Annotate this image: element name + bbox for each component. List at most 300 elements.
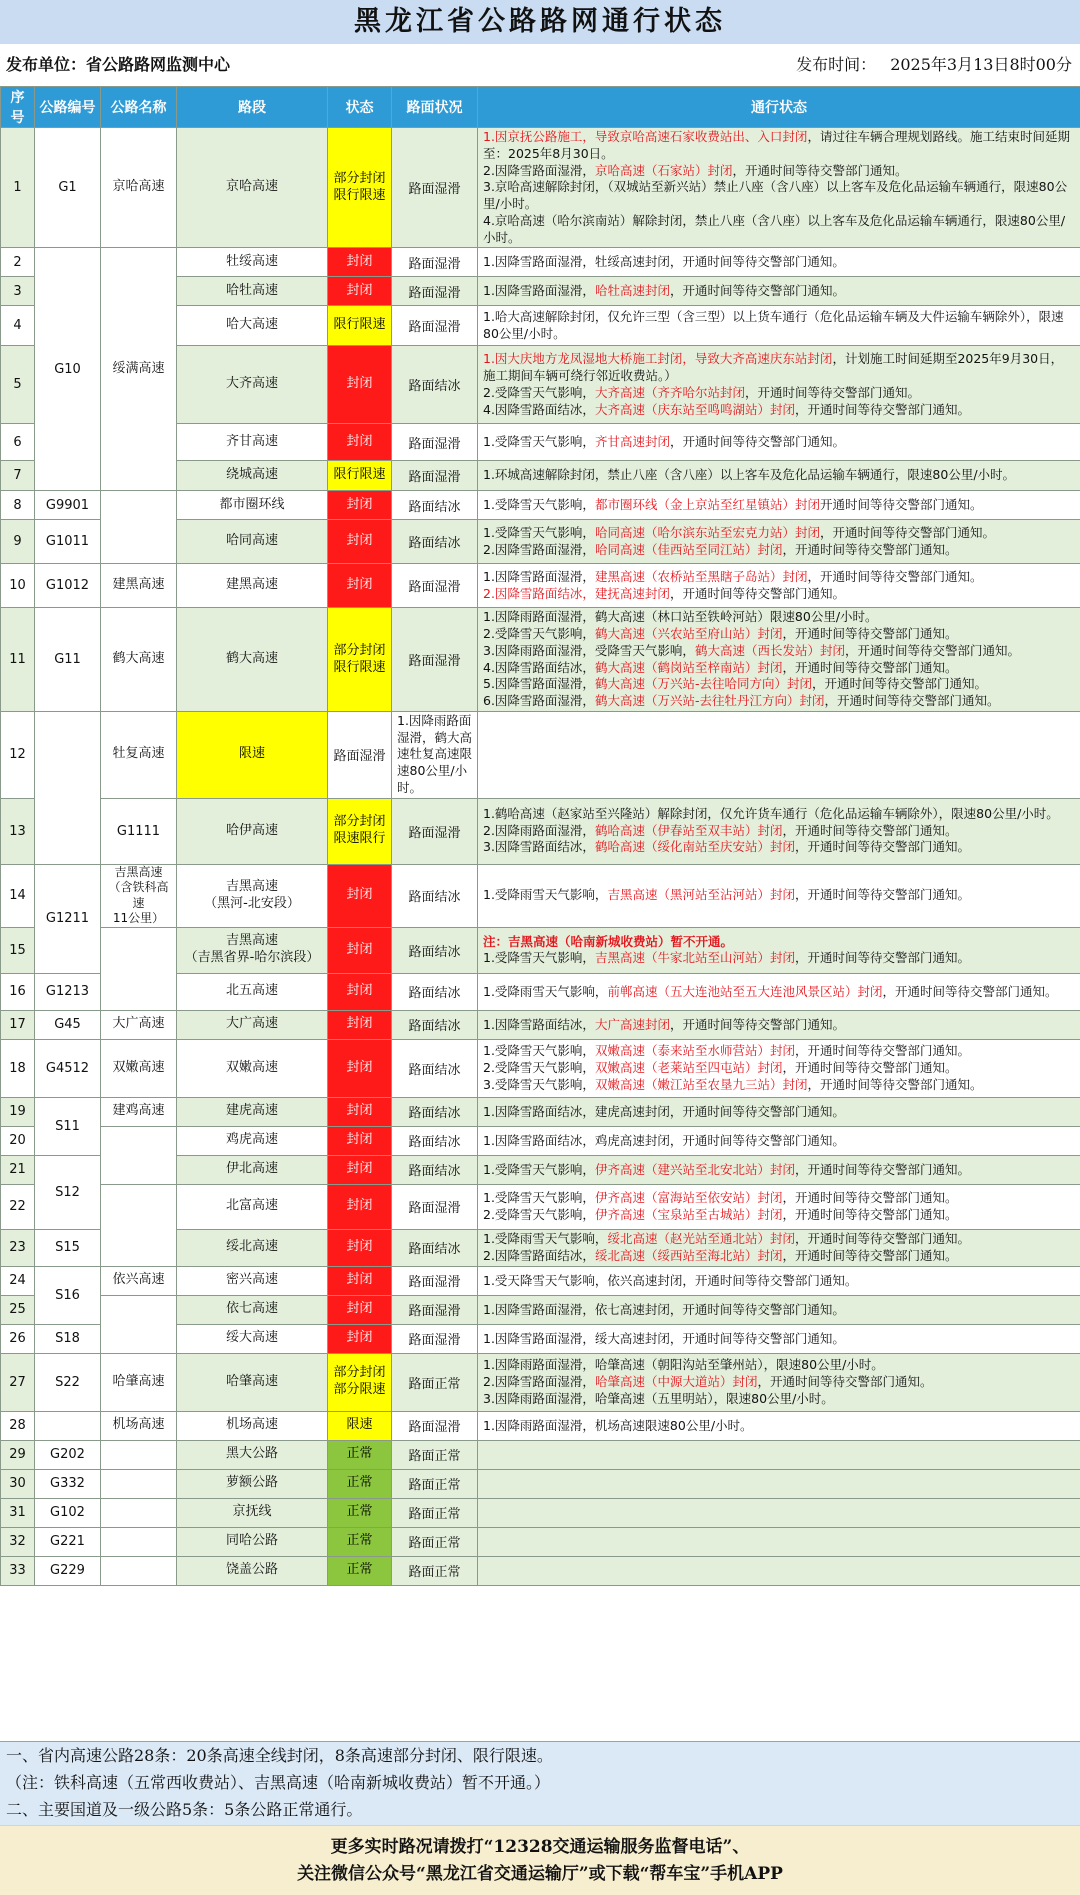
highlight-text: 鹤大高速（鹤岗站至梓南站）封闭 (594, 659, 783, 675)
road-code: G1111 (101, 798, 177, 864)
status-text: 1.因降雪路面结冰，建虎高速封闭，开通时间等待交警部门通知。 (483, 1103, 845, 1119)
traffic-status (478, 1498, 1080, 1527)
status-text: 1.因降雪路面结冰， (483, 1016, 595, 1032)
traffic-status (478, 1039, 1080, 1097)
status-text: 2.受降雪天气影响， (483, 626, 595, 641)
table-row (1, 1498, 1080, 1527)
road-name: 建黑高速 (101, 564, 177, 608)
row-number: 29 (1, 1440, 35, 1469)
status-text: 1.因降雪路面湿滑，绥大高速封闭，开通时间等待交警部门通知。 (483, 1330, 845, 1346)
road-condition: 路面湿滑 (392, 424, 478, 461)
status-text: 1.因降雪路面湿滑， (483, 569, 595, 584)
status-text: 1.因降雨路面湿滑，鹤大高速牡复高速限速80公里/小时。 (397, 712, 473, 795)
status-text: ，开通时间等待交警部门通知。 (807, 1076, 983, 1092)
road-condition: 路面结冰 (392, 491, 478, 520)
road-condition: 路面湿滑 (392, 1184, 478, 1229)
table-row (1, 1440, 1080, 1469)
highlight-text: 伊齐高速（富海站至依安站）封闭 (594, 1190, 783, 1206)
status-text: 1.环城高速解除封闭，禁止八座（含八座）以上客车及危化品运输车辆通行，限速80公里/小时。 (483, 467, 1016, 483)
row-number: 6 (1, 424, 35, 461)
status-text: ，开通时间等待交警部门通知。 (782, 1190, 958, 1206)
status-line (483, 676, 1075, 693)
highlight-text: 哈肇高速（中源大道站）封闭 (594, 1374, 758, 1389)
status-line (483, 1060, 1075, 1077)
road-condition: 路面正常 (392, 1440, 478, 1469)
road-section: 绥北高速 (177, 1229, 328, 1266)
header-no: 序号 (1, 87, 35, 128)
traffic-status (478, 1527, 1080, 1556)
road-code: G11 (35, 608, 101, 712)
status-text: 2.因降雨路面湿滑， (483, 822, 595, 838)
road-section: 伊北高速 (177, 1155, 328, 1184)
row-number: 33 (1, 1556, 35, 1585)
status-line (483, 1374, 1075, 1391)
status-text: 3.京哈高速解除封闭，（双城站至新兴站）禁止八座（含八座）以上客车及危化品运输车辆通行，限速80公里/小时。 (483, 179, 1068, 211)
status-badge: 封闭 (328, 973, 392, 1010)
status-line (483, 806, 1075, 823)
table-row (1, 1039, 1080, 1097)
traffic-status (478, 973, 1080, 1010)
traffic-status (478, 927, 1080, 973)
status-line (483, 950, 1075, 967)
table-header (1, 87, 1080, 128)
traffic-status (478, 306, 1080, 346)
road-code: G9901 (35, 491, 101, 520)
status-line (483, 984, 1075, 1001)
highlight-text: 2.因降雪路面结冰，建抚高速封闭 (483, 585, 670, 601)
road-section: 建虎高速 (177, 1097, 328, 1126)
status-line (483, 693, 1075, 710)
road-name (101, 1498, 177, 1527)
road-section: 京哈高速 (177, 128, 328, 248)
status-text: ，开通时间等待交警部门通知。 (819, 525, 995, 540)
summary-line: （注：铁科高速（五常西收费站）、吉黑高速（哈南新城收费站）暂不开通。） (6, 1773, 551, 1792)
status-text: 6.因降雪路面湿滑， (483, 693, 595, 708)
header-code: 公路编号 (35, 87, 101, 128)
road-condition: 路面结冰 (392, 1229, 478, 1266)
status-line (483, 1231, 1075, 1248)
status-badge: 限速 (328, 1411, 392, 1440)
road-code: G10 (35, 248, 101, 491)
status-badge: 封闭 (328, 248, 392, 277)
traffic-status (478, 1229, 1080, 1266)
status-line (483, 569, 1075, 586)
road-code: G202 (35, 1440, 101, 1469)
traffic-status (478, 491, 1080, 520)
road-name: 鹤大高速 (101, 608, 177, 712)
road-section: 绕城高速 (177, 461, 328, 491)
road-section: 鸡虎高速 (177, 1126, 328, 1155)
road-section: 黑大公路 (177, 1440, 328, 1469)
status-badge: 部分封闭 限行限速 (328, 608, 392, 712)
status-line (483, 1357, 1075, 1374)
status-text: 1.受降雨雪天气影响， (483, 887, 608, 903)
road-name (101, 1556, 177, 1585)
status-line (483, 402, 1075, 419)
status-text: 4.因降雪路面结冰， (483, 659, 595, 675)
road-condition: 路面湿滑 (392, 128, 478, 248)
row-number: 19 (1, 1097, 35, 1126)
table-row (1, 1010, 1080, 1039)
road-name: 吉黑高速 （含铁科高 速 11公里） (101, 864, 177, 927)
traffic-status (478, 608, 1080, 712)
footer (0, 1825, 1080, 1895)
row-number: 20 (1, 1126, 35, 1155)
traffic-status (478, 798, 1080, 864)
road-section: 都市圈环线 (177, 491, 328, 520)
status-badge: 正常 (328, 1440, 392, 1469)
status-text: ，开通时间等待交警部门通知。 (794, 1043, 970, 1059)
row-number: 27 (1, 1353, 35, 1411)
status-badge: 正常 (328, 1469, 392, 1498)
status-text: 1.受降雪天气影响， (483, 525, 595, 540)
table-row (1, 1469, 1080, 1498)
road-code: S15 (35, 1229, 101, 1266)
row-number: 23 (1, 1229, 35, 1266)
status-badge: 部分封闭 限速限行 (328, 798, 392, 864)
status-text: 1.因降雪路面湿滑， (483, 282, 595, 298)
status-text: ，开通时间等待交警部门通知。 (807, 569, 983, 584)
road-section: 北五高速 (177, 973, 328, 1010)
publish-time-label: 发布时间： (796, 55, 877, 74)
highlight-text: 1.因大庆地方龙凤湿地大桥施工封闭，导致大齐高速庆东站封闭 (483, 351, 833, 367)
road-condition: 路面结冰 (392, 864, 478, 927)
table-row (1, 564, 1080, 608)
status-text: ，请过往车辆合理规划路线。施工结束时间延期至：2025年8月30日。 (483, 129, 1070, 161)
status-text: 1.哈大高速解除封闭，仅允许三型（含三型）以上货车通行（危化品运输车辆及大件运输车辆除外），限速80公里/小时。 (483, 309, 1064, 341)
road-name (101, 1295, 177, 1353)
traffic-status (478, 1324, 1080, 1353)
table-row (1, 1411, 1080, 1440)
status-line (483, 1017, 1075, 1034)
status-text: 1.受降雨雪天气影响， (483, 983, 608, 999)
status-text: 1.因降雪路面湿滑，牡绥高速封闭，开通时间等待交警部门通知。 (483, 253, 845, 269)
highlight-text: 吉黑高速（牛家北站至山河站）封闭 (594, 950, 795, 966)
road-code: G1 (35, 128, 101, 248)
row-number: 2 (1, 248, 35, 277)
highlight-text: 绥北高速（赵光站至通北站）封闭 (607, 1231, 795, 1247)
status-text: 5.因降雪路面湿滑， (483, 676, 595, 692)
status-text: ，开通时间等待交警部门通知。 (882, 983, 1058, 999)
traffic-status (478, 424, 1080, 461)
traffic-status (478, 1353, 1080, 1411)
status-text: 2.受降雪天气影响， (483, 1206, 595, 1222)
road-code: G1012 (35, 564, 101, 608)
notice-text: 注：吉黑高速（哈南新城收费站）暂不开通。 (483, 933, 734, 949)
status-line (483, 283, 1075, 300)
status-text: ，开通时间等待交警部门通知。 (669, 282, 845, 298)
road-name: 大广高速 (101, 1010, 177, 1039)
road-section: 依七高速 (177, 1295, 328, 1324)
traffic-status (478, 277, 1080, 306)
status-line (483, 254, 1075, 271)
status-text: ，开通时间等待交警部门通知。 (794, 1231, 970, 1247)
road-condition: 路面正常 (392, 1498, 478, 1527)
status-badge: 限行限速 (328, 306, 392, 346)
status-line (483, 887, 1075, 904)
status-text: ，开通时间等待交警部门通知。 (782, 1206, 958, 1222)
status-badge: 封闭 (328, 491, 392, 520)
status-text: 2.因降雪路面结冰， (483, 1247, 595, 1263)
road-section: 吉黑高速 （吉黑省界-哈尔滨段） (177, 927, 328, 973)
status-badge: 限行限速 (328, 461, 392, 491)
road-code: G221 (35, 1527, 101, 1556)
highlight-text: 齐甘高速封闭 (594, 433, 670, 449)
road-section: 哈伊高速 (177, 798, 328, 864)
header-section: 路段 (177, 87, 328, 128)
traffic-status (478, 1440, 1080, 1469)
status-text: 1.受降雪天气影响， (483, 1043, 595, 1059)
status-text: 3.因降雨路面湿滑，受降雪天气影响， (483, 642, 695, 658)
header-road: 路面状况 (392, 87, 478, 128)
traffic-status (478, 1469, 1080, 1498)
traffic-status (478, 346, 1080, 424)
summary (0, 1741, 1080, 1825)
row-number: 22 (1, 1184, 35, 1229)
status-text: ，开通时间等待交警部门通知。 (782, 1060, 958, 1075)
status-text: ，开通时间等待交警部门通知。 (844, 642, 1020, 658)
status-badge: 封闭 (328, 1155, 392, 1184)
status-line (483, 385, 1075, 402)
status-text: 1.受天降雪天气影响，依兴高速封闭，开通时间等待交警部门通知。 (483, 1272, 858, 1288)
status-line (483, 934, 1075, 951)
road-code: G4512 (35, 1039, 101, 1097)
table-row (1, 608, 1080, 712)
road-section: 饶盖公路 (177, 1556, 328, 1585)
road-section: 萝额公路 (177, 1469, 328, 1498)
highlight-text: 鹤大高速（万兴站-去往哈同方向）封闭 (594, 676, 812, 692)
traffic-status (478, 1010, 1080, 1039)
road-code: G332 (35, 1469, 101, 1498)
status-text: ，开通时间等待交警部门通知。 (811, 676, 987, 692)
status-line (483, 1207, 1075, 1224)
row-number: 16 (1, 973, 35, 1010)
highlight-text: 哈同高速（佳西站至同江站）封闭 (594, 541, 783, 557)
status-badge: 封闭 (328, 1010, 392, 1039)
highlight-text: 1.因京抚公路施工，导致京哈高速石家收费站出、入口封闭 (483, 129, 808, 144)
traffic-status (392, 711, 478, 798)
traffic-status (478, 1126, 1080, 1155)
status-badge: 封闭 (328, 927, 392, 973)
row-number: 8 (1, 491, 35, 520)
status-badge: 部分封闭 部分限速 (328, 1353, 392, 1411)
table-row (1, 798, 1080, 864)
status-line (483, 839, 1075, 856)
road-code: G1011 (35, 520, 101, 564)
traffic-status (478, 248, 1080, 277)
table-row (1, 128, 1080, 248)
highlight-text: 京哈高速（石家站）封闭 (594, 162, 733, 178)
status-badge: 封闭 (328, 1184, 392, 1229)
road-code: S12 (35, 1155, 101, 1229)
road-code: S18 (35, 1324, 101, 1353)
status-line (397, 713, 472, 797)
road-section: 大齐高速 (177, 346, 328, 424)
status-badge: 封闭 (328, 1039, 392, 1097)
status-text: ，开通时间等待交警部门通知。 (782, 626, 958, 641)
status-text: 1.受降雪天气影响， (483, 950, 595, 966)
road-condition: 路面湿滑 (392, 1295, 478, 1324)
table-row (1, 1097, 1080, 1126)
traffic-status (478, 1184, 1080, 1229)
status-text: 1.因降雪路面湿滑，依七高速封闭，开通时间等待交警部门通知。 (483, 1301, 845, 1317)
traffic-status (478, 1097, 1080, 1126)
road-condition: 路面结冰 (392, 520, 478, 564)
status-badge: 封闭 (328, 346, 392, 424)
status-text: ，开通时间等待交警部门通知。 (794, 887, 970, 903)
highlight-text: 建黑高速（农桥站至黑瞎子岛站）封闭 (594, 569, 808, 584)
status-text: 1.因降雪路面结冰，鸡虎高速封闭，开通时间等待交警部门通知。 (483, 1132, 845, 1148)
table-row (1, 1184, 1080, 1229)
status-text: ，开通时间等待交警部门通知。 (794, 950, 970, 966)
road-section: 绥大高速 (177, 1324, 328, 1353)
row-number: 26 (1, 1324, 35, 1353)
status-badge: 封闭 (328, 1266, 392, 1295)
road-condition: 路面结冰 (392, 927, 478, 973)
highlight-text: 大广高速封闭 (594, 1016, 670, 1032)
road-condition: 路面正常 (392, 1527, 478, 1556)
status-line (483, 1133, 1075, 1150)
status-text: ，开通时间等待交警部门通知。 (732, 162, 908, 178)
status-text: 1.因降雨路面湿滑，鹤大高速（林口站至铁岭河站）限速80公里/小时。 (483, 609, 878, 625)
status-badge: 封闭 (328, 1324, 392, 1353)
status-text: ，开通时间等待交警部门通知。 (669, 433, 845, 449)
status-text: 1.受降雪天气影响， (483, 433, 595, 449)
status-text: ，开通时间等待交警部门通知。 (669, 585, 845, 601)
status-badge: 封闭 (328, 1295, 392, 1324)
status-line (483, 309, 1075, 343)
highlight-text: 双嫩高速（老莱站至四屯站）封闭 (594, 1060, 783, 1075)
status-text: 1.受降雨雪天气影响， (483, 1231, 608, 1247)
traffic-status (478, 1155, 1080, 1184)
road-code: G102 (35, 1498, 101, 1527)
road-condition: 路面结冰 (392, 1126, 478, 1155)
status-badge: 正常 (328, 1556, 392, 1585)
status-line (483, 586, 1075, 603)
road-section: 建黑高速 (177, 564, 328, 608)
table-row (1, 1527, 1080, 1556)
status-badge: 正常 (328, 1527, 392, 1556)
highlight-text: 都市圈环线（金上京站至红星镇站）封闭 (594, 496, 820, 512)
status-badge: 封闭 (328, 1229, 392, 1266)
highlight-text: 鹤哈高速（伊春站至双丰站）封闭 (594, 822, 783, 838)
road-condition: 路面结冰 (392, 973, 478, 1010)
status-line (483, 497, 1075, 514)
status-badge: 封闭 (328, 277, 392, 306)
road-condition: 路面湿滑 (328, 711, 392, 798)
status-text: ，开通时间等待交警部门通知。 (824, 693, 1000, 708)
road-condition: 路面湿滑 (392, 306, 478, 346)
status-text: 1.因降雨路面湿滑，机场高速限速80公里/小时。 (483, 1417, 753, 1433)
road-condition: 路面湿滑 (392, 248, 478, 277)
status-line (483, 643, 1075, 660)
status-line (483, 542, 1075, 559)
header-desc: 通行状态 (478, 87, 1080, 128)
road-section: 哈大高速 (177, 306, 328, 346)
status-text: ，开通时间等待交警部门通知。 (669, 1016, 845, 1032)
status-text: ，开通时间等待交警部门通知。 (744, 384, 920, 400)
status-line (483, 1190, 1075, 1207)
status-badge: 封闭 (328, 1126, 392, 1155)
road-section: 机场高速 (177, 1411, 328, 1440)
road-name: 绥满高速 (101, 248, 177, 491)
status-badge: 限速 (177, 711, 328, 798)
highlight-text: 大齐高速（庆东站至鸣鸣湖站）封闭 (594, 401, 795, 417)
road-name (35, 711, 101, 864)
status-line (483, 434, 1075, 451)
publisher: 发布单位：省公路路网监测中心 (6, 55, 231, 74)
row-number: 13 (1, 798, 35, 864)
road-code (35, 1411, 101, 1440)
highlight-text: 大齐高速（齐齐哈尔站封闭 (594, 384, 745, 400)
row-number: 18 (1, 1039, 35, 1097)
status-line (483, 1331, 1075, 1348)
row-number: 10 (1, 564, 35, 608)
row-number: 11 (1, 608, 35, 712)
status-line (483, 525, 1075, 542)
road-section: 双嫩高速 (177, 1039, 328, 1097)
row-number: 32 (1, 1527, 35, 1556)
status-line (483, 213, 1075, 247)
road-code: S16 (35, 1266, 101, 1324)
traffic-status (478, 520, 1080, 564)
status-text: 2.因降雪路面湿滑， (483, 162, 595, 178)
status-text: 1.鹤哈高速（赵家站至兴隆站）解除封闭，仅允许货车通行（危化品运输车辆除外），限速80公里/小时。 (483, 805, 1059, 821)
status-line (483, 1162, 1075, 1179)
status-line (483, 823, 1075, 840)
status-badge: 正常 (328, 1498, 392, 1527)
status-text: ，开通时间等待交警部门通知。 (794, 839, 970, 855)
road-condition: 路面湿滑 (392, 461, 478, 491)
highlight-text: 哈牡高速封闭 (594, 282, 670, 298)
status-text: ，开通时间等待交警部门通知。 (757, 1374, 933, 1389)
road-name: 京哈高速 (101, 128, 177, 248)
road-code: S11 (35, 1097, 101, 1155)
road-name: 机场高速 (101, 1411, 177, 1440)
road-name: 双嫩高速 (101, 1039, 177, 1097)
highlight-text: 伊齐高速（宝泉站至古城站）封闭 (594, 1206, 783, 1222)
row-number: 14 (1, 864, 35, 927)
status-badge: 封闭 (328, 424, 392, 461)
table-row (1, 711, 1080, 798)
road-condition: 路面湿滑 (392, 1411, 478, 1440)
row-number: 15 (1, 927, 35, 973)
status-line (483, 163, 1075, 180)
status-text: 1.受降雪天气影响， (483, 1161, 595, 1177)
table-row (1, 1266, 1080, 1295)
highlight-text: 双嫩高速（泰来站至水师营站）封闭 (594, 1043, 795, 1059)
status-text: 2.受降雪天气影响， (483, 1060, 595, 1075)
status-line (483, 1273, 1075, 1290)
table-row (1, 1353, 1080, 1411)
status-line (483, 1418, 1075, 1435)
road-condition: 路面结冰 (392, 1010, 478, 1039)
highlight-text: 鹤大高速（西长发站）封闭 (694, 642, 845, 658)
row-number: 5 (1, 346, 35, 424)
road-condition: 路面湿滑 (392, 1324, 478, 1353)
road-section: 哈同高速 (177, 520, 328, 564)
status-text: ，开通时间等待交警部门通知。 (794, 1161, 970, 1177)
road-name (101, 491, 177, 564)
traffic-status (478, 1295, 1080, 1324)
road-condition: 路面正常 (392, 1353, 478, 1411)
status-text: 1.因降雨路面湿滑，哈肇高速（朝阳沟站至肇州站），限速80公里/小时。 (483, 1357, 884, 1373)
status-line (483, 351, 1075, 385)
status-line (483, 179, 1075, 213)
table-row (1, 248, 1080, 277)
footer-line: 关注微信公众号“黑龙江省交通运输厅”或下载“帮车宝”手机APP (297, 1864, 783, 1884)
status-line (483, 467, 1075, 484)
